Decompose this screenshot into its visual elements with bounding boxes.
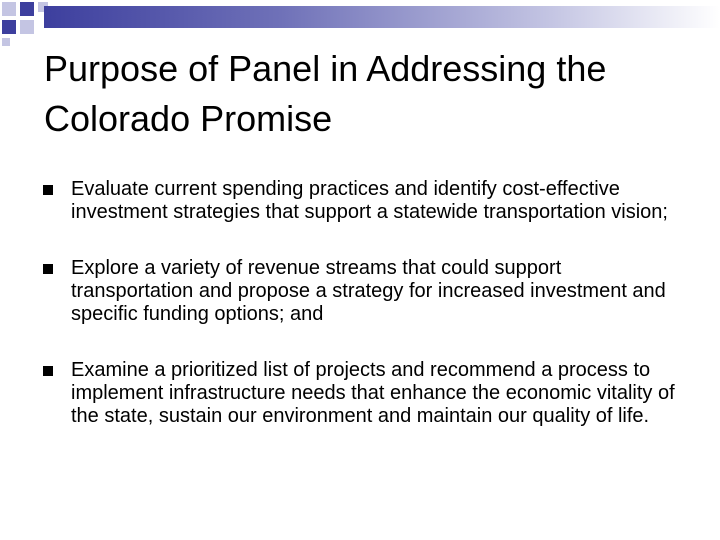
- bullet-text: Evaluate current spending practices and identify cost-effective investment strategies that support a statewide transportation vision;: [71, 178, 668, 223]
- bullet-item: [43, 257, 683, 326]
- slide-title: Purpose of Panel in Addressing the Colorado Promise: [44, 48, 607, 139]
- square-bullet-icon: [43, 366, 53, 376]
- bullet-text: Explore a variety of revenue streams that could support transportation and propose a strategy for increased investment and specific funding options; and: [71, 257, 666, 325]
- bullet-item: [43, 359, 683, 428]
- bullet-list: [43, 178, 683, 461]
- bullet-text: Examine a prioritized list of projects and recommend a process to implement infrastructure needs that enhance the economic vitality of the state, sustain our environment and maintain our quality of life.: [71, 359, 675, 427]
- square-bullet-icon: [43, 264, 53, 274]
- square-bullet-icon: [43, 185, 53, 195]
- bullet-item: [43, 178, 683, 224]
- header-gradient-bar: [44, 6, 720, 28]
